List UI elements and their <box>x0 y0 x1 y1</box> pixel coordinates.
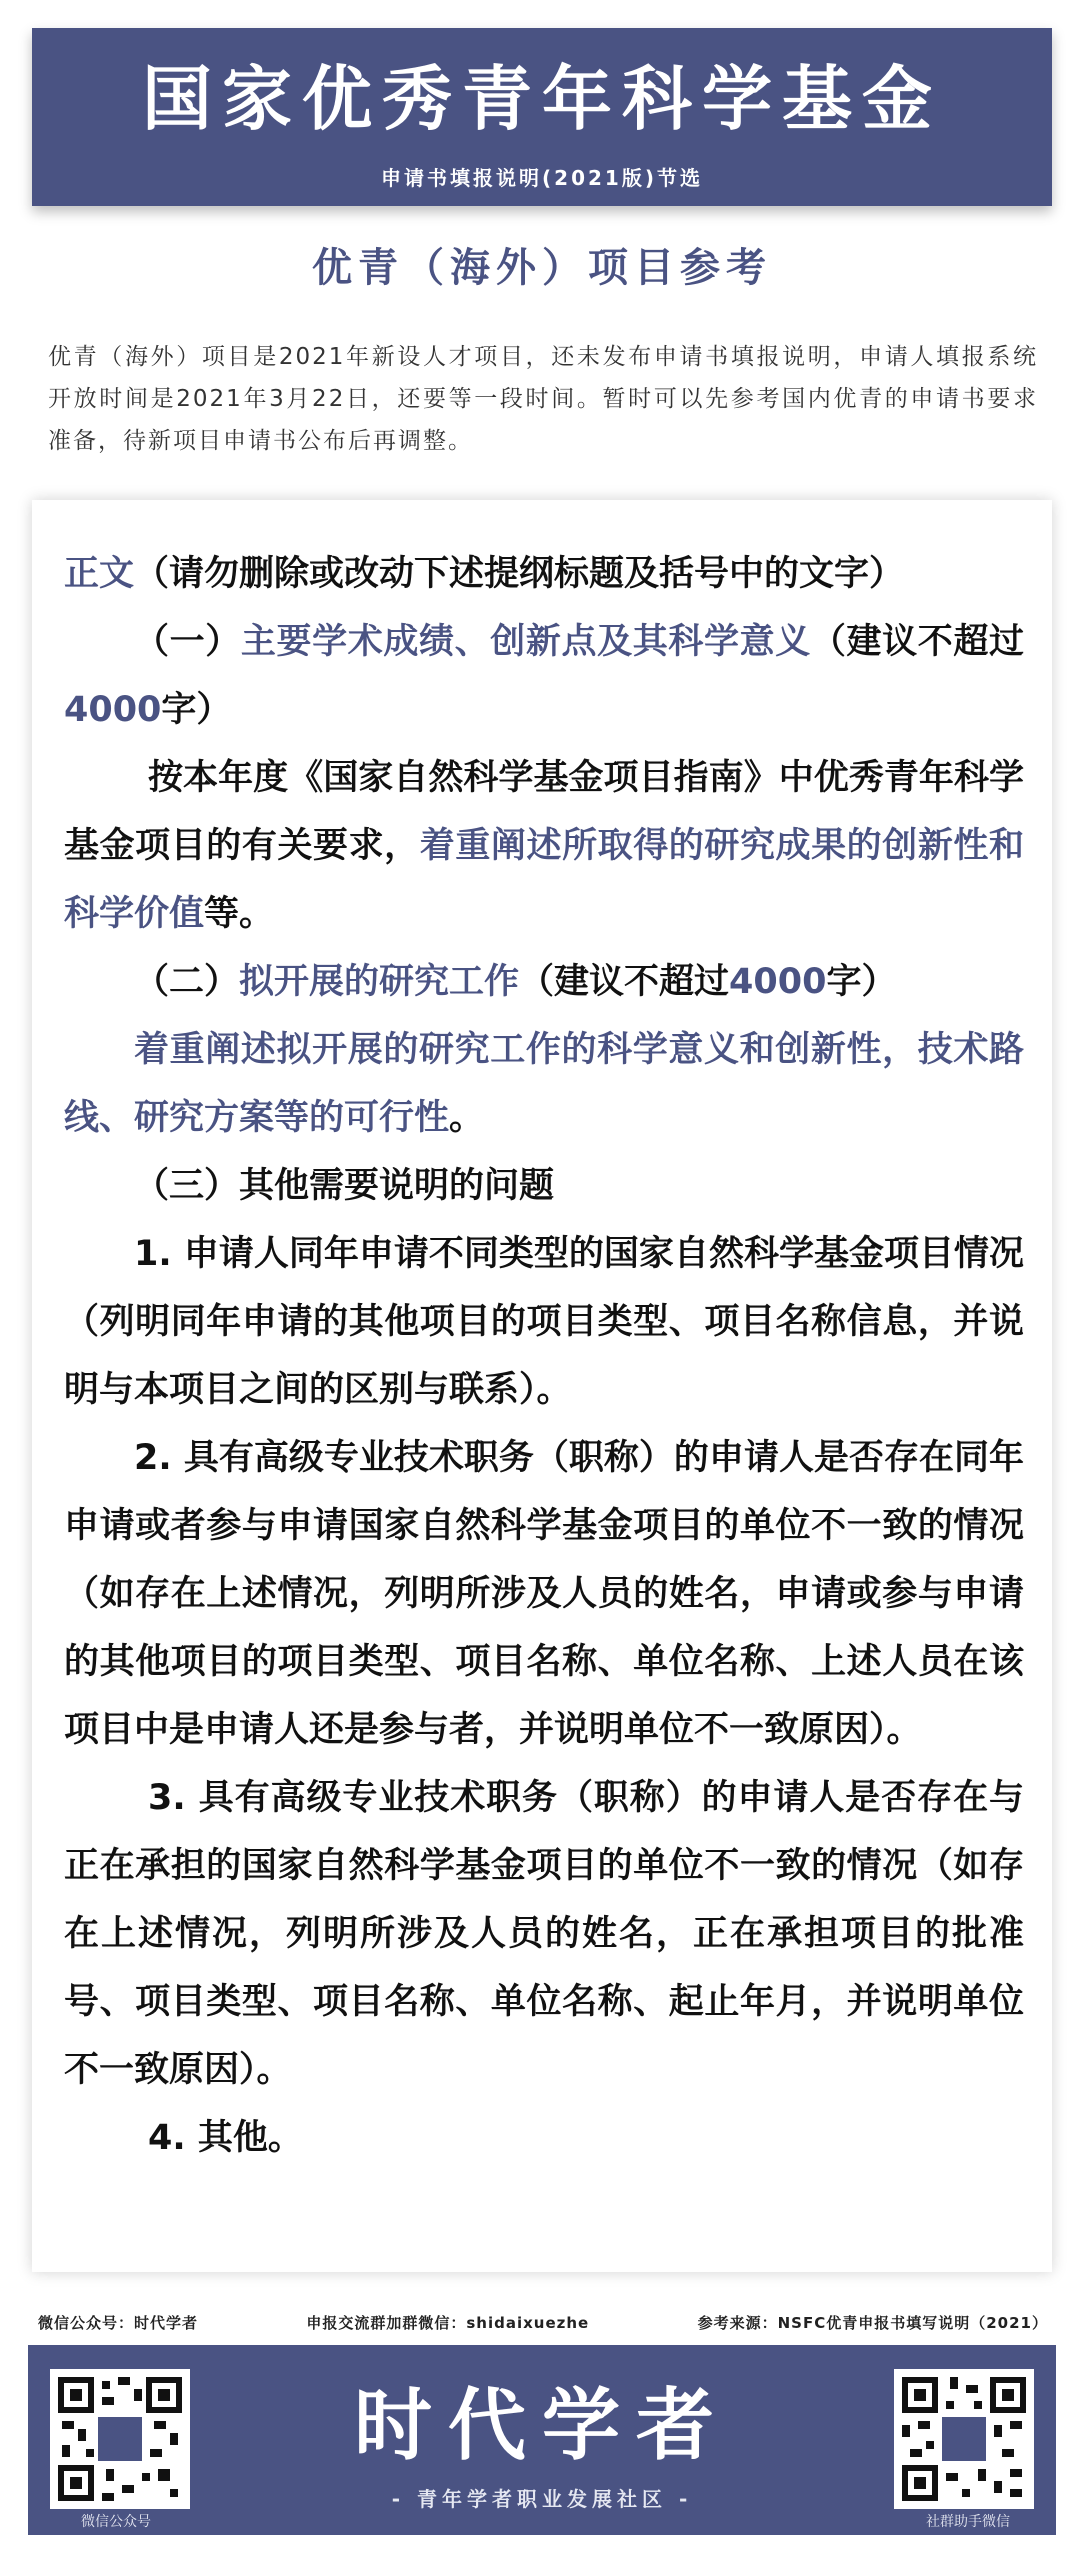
content-heading <box>64 540 1024 608</box>
section-3-title: （三）其他需要说明的问题 <box>134 1166 555 1206</box>
section-1-mid: （建议不超过 <box>810 622 1024 662</box>
section-1-body-text: 按本年度《国家自然科学基金项目指南》中优秀青年科学基金项目的有关要求， <box>64 758 1024 866</box>
section-1-prefix: （一） <box>134 622 241 662</box>
heading-rest: （请勿删除或改动下述提纲标题及括号中的文字） <box>134 554 905 594</box>
brand-tagline: - 青年学者职业发展社区 - <box>391 2487 693 2511</box>
list-item-1: 1. 申请人同年申请不同类型的国家自然科学基金项目情况（列明同年申请的其他项目的项目类型、项目名称信息，并说明与本项目之间的区别与联系）。 <box>64 1234 1024 1410</box>
page-subtitle: 申请书填报说明(2021版)节选 <box>381 166 703 190</box>
section-2-body-highlight: 着重阐述拟开展的研究工作的科学意义和创新性，技术路线、研究方案等的可行性 <box>64 1030 1024 1138</box>
footer-meta <box>38 2312 1048 2333</box>
header-banner <box>32 28 1052 206</box>
section-1-title <box>64 608 1024 744</box>
content-card <box>32 500 1052 2272</box>
group-contact-text: 申报交流群加群微信：shidaixuezhe <box>306 2314 590 2332</box>
section-1-body <box>64 744 1024 948</box>
page-title: 国家优秀青年科学基金 <box>142 58 942 140</box>
brand-logo-text: 时代学者 <box>353 2381 730 2471</box>
source-text: 参考来源：NSFC优青申报书填写说明（2021） <box>697 2314 1048 2332</box>
section-2-title <box>64 948 1024 1016</box>
section-2-mid: （建议不超过 <box>519 962 730 1002</box>
wechat-account-text: 微信公众号：时代学者 <box>38 2314 199 2332</box>
list-item-4: 4. 其他。 <box>148 2118 303 2158</box>
section-1-body-highlight: 着重阐述所取得的研究成果的创新性和科学价值 <box>64 826 1024 934</box>
section-1-highlight: 主要学术成绩、创新点及其科学意义 <box>240 622 811 662</box>
section-2-highlight: 拟开展的研究工作 <box>239 962 520 1002</box>
qr-caption-left: 微信公众号 <box>81 2514 151 2530</box>
list-item-2: 2. 具有高级专业技术职务（职称）的申请人是否存在同年申请或者参与申请国家自然科学基金项目的单位不一致的情况（如存在上述情况，列明所涉及人员的姓名，申请或参与申请的其他项目的项目类型、项目名称、单位名称、上述人员在该项目中是申请人还是参与者，并说明单位不一致原因）。 <box>64 1438 1024 1750</box>
section-1-body-end: 等。 <box>204 894 275 934</box>
section-1-end: 字） <box>161 690 232 730</box>
heading-highlight: 正文 <box>64 554 135 594</box>
footer-banner <box>28 2345 1056 2535</box>
section-2-body <box>64 1016 1024 1152</box>
list-item-3: 3. 具有高级专业技术职务（职称）的申请人是否存在与正在承担的国家自然科学基金项目的单位不一致的情况（如存在上述情况，列明所涉及人员的姓名，正在承担项目的批准号、项目类型、项目名称、单位名称、起止年月，并说明单位不一致原因）。 <box>64 1778 1024 2090</box>
content-body <box>64 540 1024 2172</box>
section-2-end: 字） <box>826 962 897 1002</box>
section-1-number: 4000 <box>64 690 162 730</box>
section-2-prefix: （二） <box>134 962 240 1002</box>
intro-paragraph: 优青（海外）项目是2021年新设人才项目，还未发布申请书填报说明，申请人填报系统开放时间是2021年3月22日，还要等一段时间。暂时可以先参考国内优青的申请书要求准备，待新项目申请书公布后再调整。 <box>48 344 1038 454</box>
qr-caption-right: 社群助手微信 <box>926 2514 1010 2530</box>
section-2-body-end: 。 <box>449 1098 485 1138</box>
section-2-number: 4000 <box>729 962 827 1002</box>
section-title: 优青（海外）项目参考 <box>312 245 772 291</box>
